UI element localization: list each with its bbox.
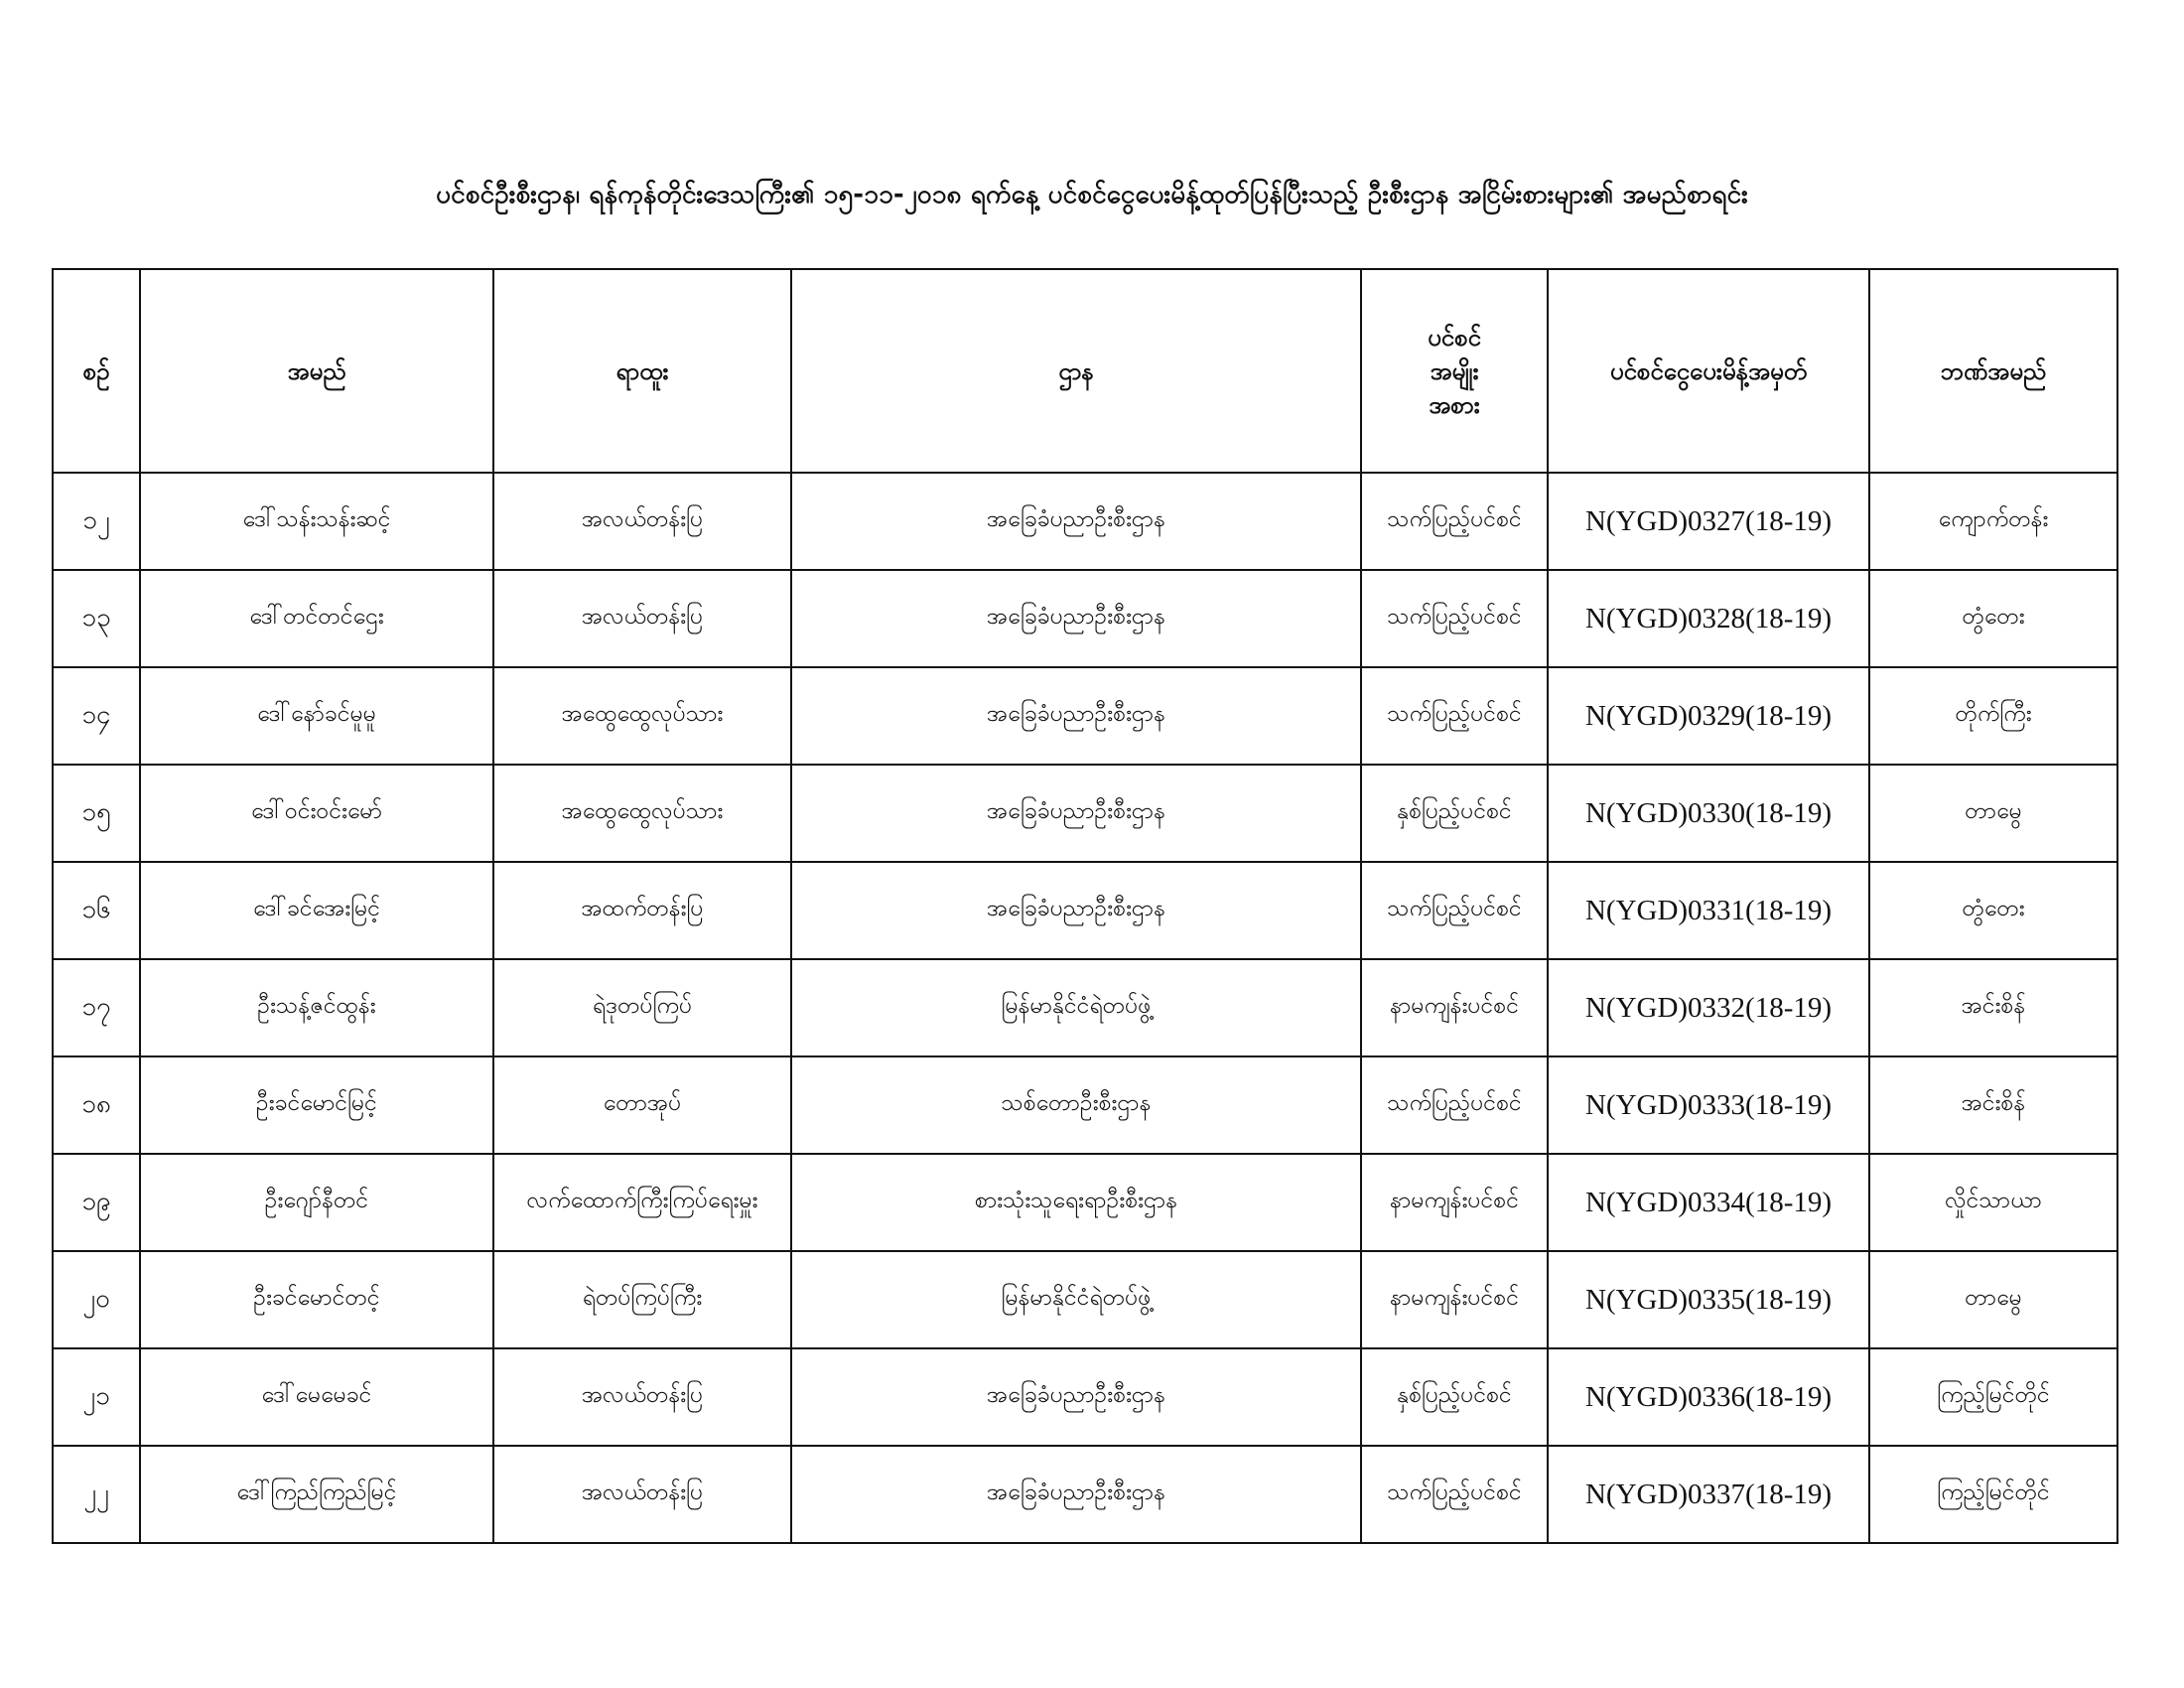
- cell-bank: တိုက်ကြီး: [1869, 667, 2117, 765]
- cell-department: အခြေခံပညာဦးစီးဌာန: [791, 1348, 1361, 1446]
- cell-no: ၁၅: [53, 765, 140, 862]
- cell-bank: ကြည့်မြင်တိုင်: [1869, 1348, 2117, 1446]
- cell-name: ဦးသန့်ဇင်ထွန်း: [140, 959, 493, 1056]
- cell-no: ၁၇: [53, 959, 140, 1056]
- cell-rank: အထက်တန်းပြ: [493, 862, 791, 959]
- cell-bank: ကျောက်တန်း: [1869, 473, 2117, 570]
- cell-rank: အထွေထွေလုပ်သား: [493, 667, 791, 765]
- table-row: [53, 1154, 2117, 1251]
- cell-rank: အလယ်တန်းပြ: [493, 1348, 791, 1446]
- table-row: [53, 667, 2117, 765]
- table-row: [53, 1056, 2117, 1154]
- cell-pension-type: သက်ပြည့်ပင်စင်: [1361, 570, 1548, 667]
- cell-order-no: N(YGD)0327(18-19): [1548, 473, 1869, 570]
- cell-pension-type: သက်ပြည့်ပင်စင်: [1361, 862, 1548, 959]
- header-department: ဌာန: [791, 269, 1361, 473]
- cell-name: ဦးခင်မောင်မြင့်: [140, 1056, 493, 1154]
- cell-order-no: N(YGD)0337(18-19): [1548, 1446, 1869, 1543]
- table-row: [53, 1446, 2117, 1543]
- cell-name: ဒေါ်မေမေခင်: [140, 1348, 493, 1446]
- cell-name: ဒေါ်ခင်အေးမြင့်: [140, 862, 493, 959]
- cell-no: ၂၂: [53, 1446, 140, 1543]
- cell-bank: လှိုင်သာယာ: [1869, 1154, 2117, 1251]
- table-row: [53, 862, 2117, 959]
- cell-no: ၁၃: [53, 570, 140, 667]
- table-row: [53, 1348, 2117, 1446]
- cell-name: ဒေါ်ကြည်ကြည်မြင့်: [140, 1446, 493, 1543]
- cell-department: စားသုံးသူရေးရာဦးစီးဌာန: [791, 1154, 1361, 1251]
- cell-department: အခြေခံပညာဦးစီးဌာန: [791, 667, 1361, 765]
- cell-order-no: N(YGD)0328(18-19): [1548, 570, 1869, 667]
- cell-bank: အင်းစိန်: [1869, 959, 2117, 1056]
- cell-order-no: N(YGD)0334(18-19): [1548, 1154, 1869, 1251]
- cell-bank: အင်းစိန်: [1869, 1056, 2117, 1154]
- cell-name: ဒေါ်ဝင်းဝင်းမော်: [140, 765, 493, 862]
- table-row: [53, 1251, 2117, 1348]
- header-pension-type-line-1: ပင်စင်: [1428, 323, 1481, 352]
- header-order-no: ပင်စင်ငွေပေးမိန့်အမှတ်: [1548, 269, 1869, 473]
- cell-rank: ရဲဒုတပ်ကြပ်: [493, 959, 791, 1056]
- cell-order-no: N(YGD)0333(18-19): [1548, 1056, 1869, 1154]
- cell-rank: အထွေထွေလုပ်သား: [493, 765, 791, 862]
- cell-pension-type: နာမကျန်းပင်စင်: [1361, 1154, 1548, 1251]
- cell-rank: အလယ်တန်းပြ: [493, 570, 791, 667]
- cell-bank: တွံတေး: [1869, 570, 2117, 667]
- cell-order-no: N(YGD)0332(18-19): [1548, 959, 1869, 1056]
- cell-name: ဦးဂျော်နီတင်: [140, 1154, 493, 1251]
- header-rank: ရာထူး: [493, 269, 791, 473]
- cell-bank: ကြည့်မြင်တိုင်: [1869, 1446, 2117, 1543]
- cell-rank: အလယ်တန်းပြ: [493, 1446, 791, 1543]
- cell-name: ဒေါ်တင်တင်ဌေး: [140, 570, 493, 667]
- cell-bank: တာမွေ: [1869, 1251, 2117, 1348]
- cell-name: ဒေါ်သန်းသန်းဆင့်: [140, 473, 493, 570]
- cell-pension-type: သက်ပြည့်ပင်စင်: [1361, 667, 1548, 765]
- cell-pension-type: သက်ပြည့်ပင်စင်: [1361, 473, 1548, 570]
- cell-department: သစ်တောဦးစီးဌာန: [791, 1056, 1361, 1154]
- cell-pension-type: နှစ်ပြည့်ပင်စင်: [1361, 765, 1548, 862]
- cell-rank: လက်ထောက်ကြီးကြပ်ရေးမှူး: [493, 1154, 791, 1251]
- cell-no: ၁၉: [53, 1154, 140, 1251]
- cell-department: အခြေခံပညာဦးစီးဌာန: [791, 570, 1361, 667]
- header-name: အမည်: [140, 269, 493, 473]
- table-row: [53, 570, 2117, 667]
- cell-pension-type: သက်ပြည့်ပင်စင်: [1361, 1446, 1548, 1543]
- header-bank: ဘဏ်အမည်: [1869, 269, 2117, 473]
- table-row: [53, 473, 2117, 570]
- cell-rank: အလယ်တန်းပြ: [493, 473, 791, 570]
- cell-department: မြန်မာနိုင်ငံရဲတပ်ဖွဲ့: [791, 959, 1361, 1056]
- cell-pension-type: နာမကျန်းပင်စင်: [1361, 959, 1548, 1056]
- cell-no: ၂၁: [53, 1348, 140, 1446]
- cell-order-no: N(YGD)0335(18-19): [1548, 1251, 1869, 1348]
- cell-rank: တောအုပ်: [493, 1056, 791, 1154]
- cell-pension-type: နာမကျန်းပင်စင်: [1361, 1251, 1548, 1348]
- cell-order-no: N(YGD)0329(18-19): [1548, 667, 1869, 765]
- cell-order-no: N(YGD)0331(18-19): [1548, 862, 1869, 959]
- header-no: စဥ်: [53, 269, 140, 473]
- cell-name: ဒေါ်နော်ခင်မူမူ: [140, 667, 493, 765]
- cell-order-no: N(YGD)0336(18-19): [1548, 1348, 1869, 1446]
- cell-no: ၁၄: [53, 667, 140, 765]
- table-row: [53, 959, 2117, 1056]
- cell-no: ၂၀: [53, 1251, 140, 1348]
- cell-department: အခြေခံပညာဦးစီးဌာန: [791, 473, 1361, 570]
- cell-rank: ရဲတပ်ကြပ်ကြီး: [493, 1251, 791, 1348]
- cell-pension-type: နှစ်ပြည့်ပင်စင်: [1361, 1348, 1548, 1446]
- cell-department: အခြေခံပညာဦးစီးဌာန: [791, 765, 1361, 862]
- cell-department: အခြေခံပညာဦးစီးဌာန: [791, 1446, 1361, 1543]
- pensioner-table: [52, 268, 2118, 1544]
- header-pension-type-line-2: အမျိုး: [1430, 356, 1479, 385]
- cell-department: အခြေခံပညာဦးစီးဌာန: [791, 862, 1361, 959]
- table-row: [53, 765, 2117, 862]
- cell-bank: တွံတေး: [1869, 862, 2117, 959]
- cell-department: မြန်မာနိုင်ငံရဲတပ်ဖွဲ့: [791, 1251, 1361, 1348]
- page-title: ပင်စင်ဦးစီးဌာန၊ ရန်ကုန်တိုင်းဒေသကြီး၏ ၁၅-၁၁-၂၀၁၈ ရက်နေ့ ပင်စင်ငွေပေးမိန့်ထုတ်ပြန်ပြီးသည့် ဦးစီးဌာန အငြိမ်းစားများ၏ အမည်စာရင်း: [436, 180, 1748, 210]
- cell-order-no: N(YGD)0330(18-19): [1548, 765, 1869, 862]
- header-pension-type-line-3: အစား: [1429, 390, 1480, 419]
- table-header-row: [53, 269, 2117, 473]
- header-pension-type: [1361, 269, 1548, 473]
- cell-no: ၁၂: [53, 473, 140, 570]
- cell-no: ၁၈: [53, 1056, 140, 1154]
- cell-name: ဦးခင်မောင်တင့်: [140, 1251, 493, 1348]
- cell-pension-type: သက်ပြည့်ပင်စင်: [1361, 1056, 1548, 1154]
- cell-bank: တာမွေ: [1869, 765, 2117, 862]
- cell-no: ၁၆: [53, 862, 140, 959]
